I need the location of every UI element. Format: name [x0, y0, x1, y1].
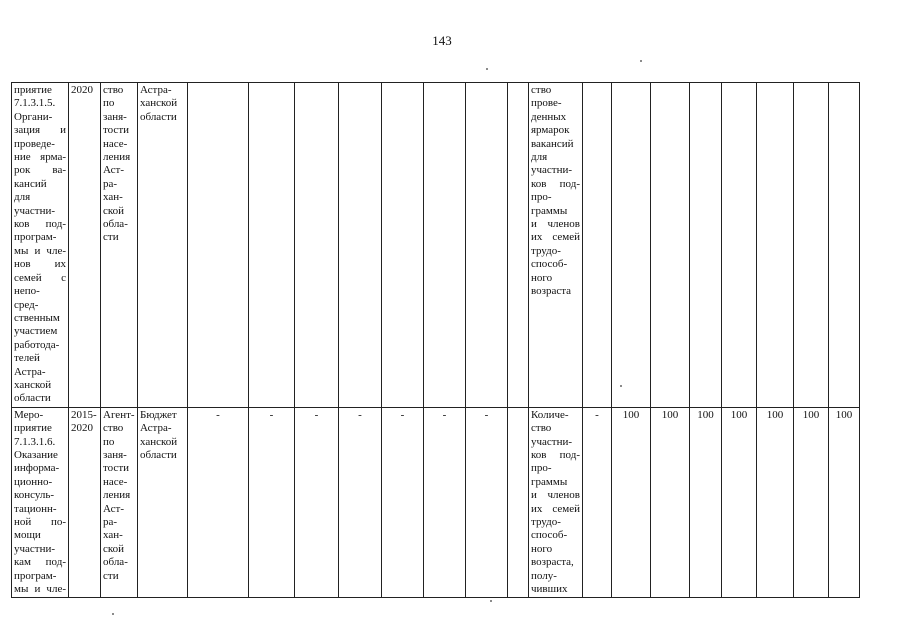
funding-source-cell-line: области: [140, 110, 177, 123]
indicator-cell-line: трудо-: [531, 516, 561, 528]
table-row: [12, 83, 860, 408]
indicator-cell-line: ного: [531, 271, 553, 284]
funding-amount-cell: -: [339, 407, 382, 598]
program-activities-table: [11, 82, 860, 598]
funding-amount-cell: [339, 83, 382, 408]
funding-amount-cell: -: [295, 407, 339, 598]
indicator-value-cell: [612, 83, 651, 408]
executor-cell-line: заня-: [103, 448, 127, 461]
indicator-value-cell: [829, 83, 860, 408]
activity-cell-line: зация и: [14, 124, 66, 137]
executor-cell: [101, 83, 138, 408]
indicator-cell-line: прове-: [531, 97, 562, 110]
executor-cell-line: обла-: [103, 218, 128, 231]
executor-cell-line: сти: [103, 231, 119, 244]
executor-cell-line: обла-: [103, 556, 128, 569]
activity-cell-line: мы и чле-: [14, 583, 66, 596]
activity-cell-line: кам под-: [14, 556, 66, 569]
period-cell-line: 2020: [71, 422, 93, 435]
funding-source-cell-line: Бюджет: [140, 408, 177, 421]
indicator-cell-line: вакансий: [531, 137, 574, 150]
indicator-cell-line: способ-: [531, 529, 568, 542]
funding-amount-cell: [249, 83, 295, 408]
funding-source-cell-line: области: [140, 448, 177, 461]
scan-speck: [490, 600, 492, 602]
activity-cell-line: нов их: [14, 258, 66, 271]
indicator-cell-line: граммы: [531, 475, 568, 488]
indicator-value-cell: 100: [829, 407, 860, 598]
scan-speck: [486, 68, 488, 70]
funding-amount-cell: [466, 83, 508, 408]
activity-cell-line: мощи: [14, 529, 41, 542]
indicator-cell-line: и членов: [531, 218, 580, 231]
funding-source-cell-line: Астра-: [140, 84, 172, 96]
scan-speck: [112, 613, 114, 615]
indicator-cell-line: про-: [531, 462, 552, 475]
funding-amount-cell: -: [188, 407, 249, 598]
indicator-value-cell: 100: [757, 407, 794, 598]
funding-source-cell-line: Астра-: [140, 422, 172, 435]
indicator-cell: [529, 83, 583, 408]
activity-cell-line: тационн-: [14, 502, 57, 515]
funding-source-cell: [138, 407, 188, 598]
activity-cell: [12, 407, 69, 598]
indicator-value-cell: [583, 83, 612, 408]
activity-cell-line: сред-: [14, 298, 39, 311]
executor-cell-line: ления: [103, 151, 131, 164]
funding-amount-cell: -: [382, 407, 424, 598]
activity-cell-line: работода-: [14, 338, 60, 351]
activity-cell-line: Органи-: [14, 110, 53, 123]
indicator-value-cell: 100: [612, 407, 651, 598]
activity-cell-line: ционно-: [14, 475, 53, 488]
executor-cell-line: сти: [103, 569, 119, 582]
activity-cell-line: участием: [14, 325, 58, 338]
activity-cell-line: ственным: [14, 311, 60, 324]
activity-cell-line: семей с: [14, 271, 66, 284]
activity-cell-line: ной по-: [14, 516, 66, 528]
table-row: [12, 407, 860, 598]
activity-cell-line: рок ва-: [14, 164, 66, 177]
funding-amount-cell: [295, 83, 339, 408]
executor-cell-line: хан-: [103, 529, 123, 542]
indicator-cell-line: Количе-: [531, 408, 569, 421]
activity-cell-line: мы и чле-: [14, 244, 66, 257]
activity-cell-line: проведе-: [14, 137, 55, 150]
funding-amount-cell: [508, 407, 529, 598]
indicator-cell-line: граммы: [531, 204, 568, 217]
funding-amount-cell: [508, 83, 529, 408]
activity-cell-line: консуль-: [14, 489, 55, 502]
period-cell: [69, 83, 101, 408]
activity-cell-line: ние ярма-: [14, 151, 66, 164]
executor-cell-line: ления: [103, 489, 131, 502]
funding-amount-cell: -: [249, 407, 295, 598]
funding-amount-cell: [424, 83, 466, 408]
executor-cell-line: насе-: [103, 137, 128, 150]
indicator-cell-line: ство: [531, 84, 552, 96]
period-cell-line: 2020: [71, 84, 93, 96]
period-cell-line: 2015-: [71, 408, 97, 421]
funding-amount-cell: [188, 83, 249, 408]
indicator-cell-line: ярмарок: [531, 124, 570, 137]
funding-amount-cell: [382, 83, 424, 408]
indicator-value-cell: 100: [722, 407, 757, 598]
activity-cell: [12, 83, 69, 408]
funding-amount-cell: -: [466, 407, 508, 598]
indicator-cell-line: способ-: [531, 258, 568, 271]
activity-cell-line: 7.1.3.1.5.: [14, 97, 56, 110]
executor-cell-line: заня-: [103, 110, 127, 123]
executor-cell: [101, 407, 138, 598]
activity-cell-line: Оказание: [14, 448, 58, 461]
executor-cell-line: Аст-: [103, 502, 125, 515]
indicator-cell-line: полу-: [531, 569, 557, 582]
activity-cell-line: непо-: [14, 285, 40, 298]
activity-cell-line: кансий: [14, 177, 47, 190]
indicator-cell-line: и членов: [531, 489, 580, 502]
activity-cell-line: информа-: [14, 462, 60, 475]
indicator-cell-line: про-: [531, 191, 552, 204]
indicator-value-cell: [757, 83, 794, 408]
indicator-cell-line: для: [531, 151, 548, 164]
indicator-cell-line: их семей: [531, 502, 580, 515]
executor-cell-line: тости: [103, 124, 130, 137]
indicator-value-cell: [722, 83, 757, 408]
activity-cell-line: области: [14, 392, 51, 405]
activity-cell-line: 7.1.3.1.6.: [14, 435, 56, 448]
indicator-value-cell: -: [583, 407, 612, 598]
funding-source-cell: [138, 83, 188, 408]
activity-cell-line: для: [14, 191, 31, 204]
indicator-cell-line: денных: [531, 110, 567, 123]
scan-speck: [640, 60, 642, 62]
activity-cell-line: участни-: [14, 542, 56, 555]
executor-cell-line: ство: [103, 84, 124, 96]
executor-cell-line: Аст-: [103, 164, 125, 177]
activity-cell-line: ков под-: [14, 218, 66, 231]
activity-cell-line: Меро-: [14, 408, 44, 421]
indicator-value-cell: [690, 83, 722, 408]
indicator-cell: [529, 407, 583, 598]
indicator-value-cell: [794, 83, 829, 408]
indicator-value-cell: 100: [690, 407, 722, 598]
indicator-cell-line: ного: [531, 542, 553, 555]
executor-cell-line: по: [103, 97, 115, 110]
activity-cell-line: програм-: [14, 231, 57, 244]
activity-cell-line: телей: [14, 352, 40, 365]
period-cell: [69, 407, 101, 598]
executor-cell-line: тости: [103, 462, 130, 475]
executor-cell-line: Агент-: [103, 408, 135, 421]
indicator-cell-line: возраста,: [531, 556, 574, 569]
executor-cell-line: ской: [103, 204, 125, 217]
activity-cell-line: програм-: [14, 569, 57, 582]
page-number: 143: [432, 33, 452, 48]
executor-cell-line: хан-: [103, 191, 123, 204]
activity-cell-line: приятие: [14, 84, 52, 96]
funding-source-cell-line: ханской: [140, 435, 178, 448]
funding-source-cell-line: ханской: [140, 97, 178, 110]
activity-cell-line: участни-: [14, 204, 56, 217]
indicator-value-cell: 100: [651, 407, 690, 598]
executor-cell-line: ской: [103, 542, 125, 555]
indicator-cell-line: возраста: [531, 285, 572, 298]
indicator-cell-line: их семей: [531, 231, 580, 244]
indicator-cell-line: ство: [531, 422, 552, 435]
indicator-cell-line: ков под-: [531, 448, 580, 461]
executor-cell-line: насе-: [103, 475, 128, 488]
scan-speck: [620, 385, 622, 387]
executor-cell-line: ра-: [103, 516, 118, 528]
activity-cell-line: приятие: [14, 422, 52, 435]
indicator-cell-line: участни-: [531, 435, 573, 448]
executor-cell-line: ство: [103, 422, 124, 435]
indicator-value-cell: [651, 83, 690, 408]
executor-cell-line: по: [103, 435, 115, 448]
executor-cell-line: ра-: [103, 177, 118, 190]
indicator-cell-line: участни-: [531, 164, 573, 177]
indicator-cell-line: трудо-: [531, 244, 561, 257]
activity-cell-line: ханской: [14, 378, 52, 391]
activity-cell-line: Астра-: [14, 365, 46, 378]
indicator-cell-line: ков под-: [531, 177, 580, 190]
funding-amount-cell: -: [424, 407, 466, 598]
indicator-value-cell: 100: [794, 407, 829, 598]
indicator-cell-line: чивших: [531, 583, 568, 596]
